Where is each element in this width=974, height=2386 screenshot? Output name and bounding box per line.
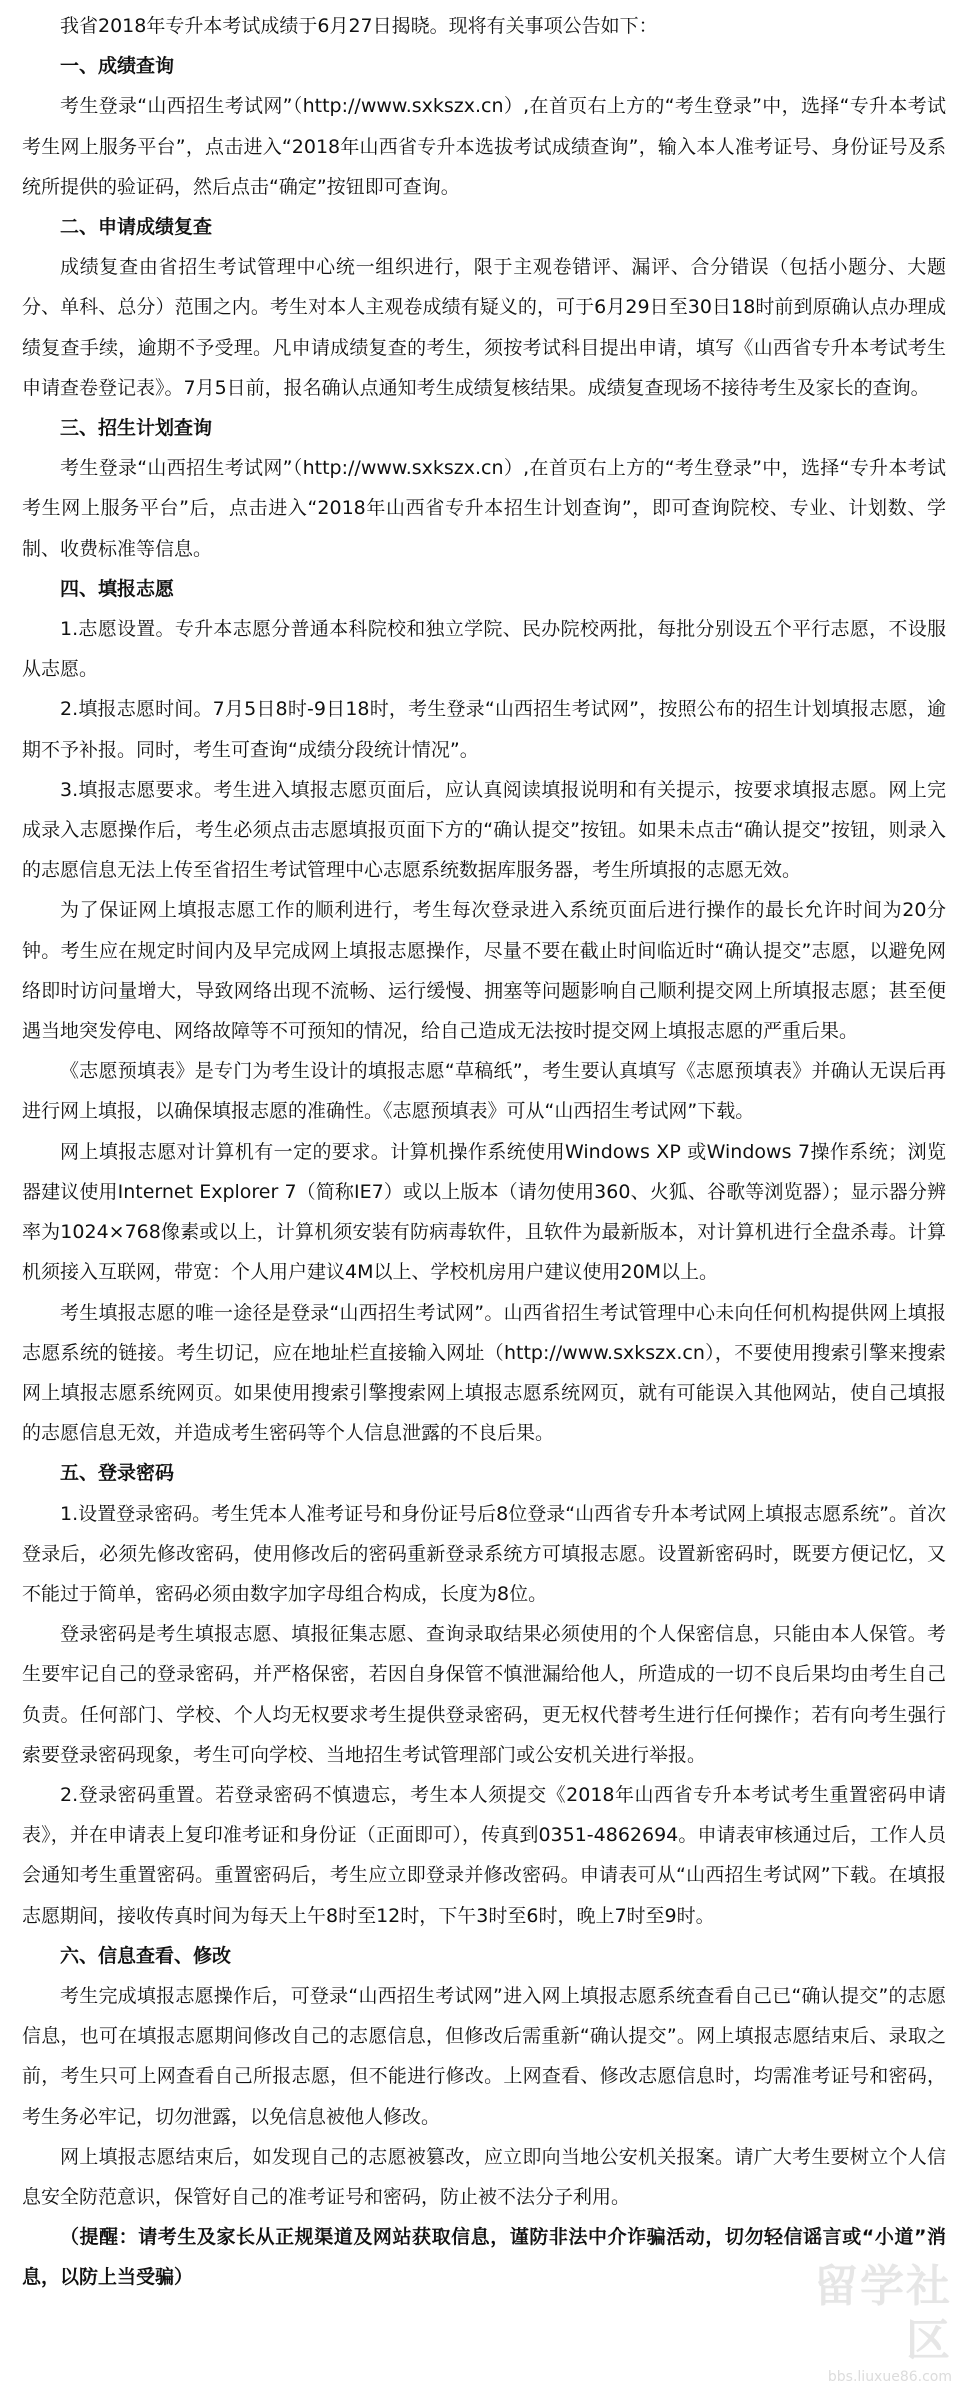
- paragraph: 1.设置登录密码。考生凭本人准考证号和身份证号后8位登录“山西省专升本考试网上填报志愿系统”。首次登录后，必须先修改密码，使用修改后的密码重新登录系统方可填报志愿。设置新密码时，既要方便记忆，又不能过于简单，密码必须由数字加字母组合构成，长度为8位。: [22, 1502, 946, 1605]
- site-watermark: [782, 2260, 952, 2385]
- paragraph: 考生登录“山西招生考试网”（http://www.sxkszx.cn）,在首页右上方的“考生登录”中，选择“专升本考试考生网上服务平台”，点击进入“2018年山西省专升本选拔考试成绩查询”，输入本人准考证号、身份证号及系统所提供的验证码，然后点击“确定”按钮即可查询。: [22, 95, 946, 198]
- paragraph: 为了保证网上填报志愿工作的顺利进行，考生每次登录进入系统页面后进行操作的最长允许时间为20分钟。考生应在规定时间内及早完成网上填报志愿操作，尽量不要在截止时间临近时“确认提交”志愿，以避免网络即时访问量增大，导致网络出现不流畅、运行缓慢、拥塞等问题影响自己顺利提交网上所填报志愿；甚至便遇当地突发停电、网络故障等不可预知的情况，给自己造成无法按时提交网上填报志愿的严重后果。: [22, 899, 946, 1043]
- section-heading-info-edit: 六、信息查看、修改: [60, 1944, 232, 1967]
- watermark-logo: 留学社区: [814, 2261, 952, 2366]
- paragraph: 3.填报志愿要求。考生进入填报志愿页面后，应认真阅读填报说明和有关提示，按要求填报志愿。网上完成录入志愿操作后，考生必须点击志愿填报页面下方的“确认提交”按钮。如果未点击“确认提交”按钮，则录入的志愿信息无法上传至省招生考试管理中心志愿系统数据库服务器，考生所填报的志愿无效。: [22, 778, 946, 882]
- paragraph: 考生填报志愿的唯一途径是登录“山西招生考试网”。山西省招生考试管理中心未向任何机构提供网上填报志愿系统的链接。考生切记，应在地址栏直接输入网址（http://www.sxkszx.cn），不要使用搜索引擎来搜索网上填报志愿系统网页。如果使用搜索引擎搜索网上填报志愿系统网页，就有可能误入其他网站，使自己填报的志愿信息无效，并造成考生密码等个人信息泄露的不良后果。: [22, 1301, 946, 1445]
- reminder-notice: （提醒：请考生及家长从正规渠道及网站获取信息，谨防非法中介诈骗活动，切勿轻信谣言或“小道”消息，以防上当受骗）: [22, 2226, 946, 2289]
- section-heading-password: 五、登录密码: [60, 1462, 175, 1485]
- watermark-url: bbs.liuxue86.com: [827, 2369, 952, 2385]
- paragraph: 网上填报志愿结束后，如发现自己的志愿被篡改，应立即向当地公安机关报案。请广大考生要树立个人信息安全防范意识，保管好自己的准考证号和密码，防止被不法分子利用。: [22, 2145, 946, 2208]
- paragraph: 登录密码是考生填报志愿、填报征集志愿、查询录取结果必须使用的个人保密信息，只能由本人保管。考生要牢记自己的登录密码，并严格保密，若因自身保管不慎泄漏给他人，所造成的一切不良后果均由考生自己负责。任何部门、学校、个人均无权要求考生提供登录密码，更无权代替考生进行任何操作；若有向考生强行索要登录密码现象，考生可向学校、当地招生考试管理部门或公安机关进行举报。: [22, 1623, 946, 1766]
- paragraph: 2.登录密码重置。若登录密码不慎遗忘，考生本人须提交《2018年山西省专升本考试考生重置密码申请表》，并在申请表上复印准考证和身份证（正面即可），传真到0351-4862694。申请表审核通过后，工作人员会通知考生重置密码。重置密码后，考生应立即登录并修改密码。申请表可从“山西招生考试网”下载。在填报志愿期间，接收传真时间为每天上午8时至12时，下午3时至6时，晚上7时至9时。: [22, 1783, 946, 1927]
- section-heading-application: 四、填报志愿: [60, 577, 175, 600]
- paragraph: 考生登录“山西招生考试网”（http://www.sxkszx.cn）,在首页右上方的“考生登录”中，选择“专升本考试考生网上服务平台”后，点击进入“2018年山西省专升本招生计划查询”，即可查询院校、专业、计划数、学制、收费标准等信息。: [22, 457, 946, 560]
- section-heading-plan-query: 三、招生计划查询: [60, 417, 213, 440]
- section-heading-score-query: 一、成绩查询: [60, 55, 175, 78]
- paragraph: 考生完成填报志愿操作后，可登录“山西招生考试网”进入网上填报志愿系统查看自己已“确认提交”的志愿信息，也可在填报志愿期间修改自己的志愿信息，但修改后需重新“确认提交”。网上填报志愿结束后、录取之前，考生只可上网查看自己所报志愿，但不能进行修改。上网查看、修改志愿信息时，均需准考证号和密码，考生务必牢记，切勿泄露，以免信息被他人修改。: [22, 1984, 946, 2128]
- paragraph: 1.志愿设置。专升本志愿分普通本科院校和独立学院、民办院校两批，每批分别设五个平行志愿，不设服从志愿。: [22, 618, 946, 681]
- intro-paragraph: 我省2018年专升本考试成绩于6月27日揭晓。现将有关事项公告如下：: [60, 15, 658, 37]
- paragraph: 网上填报志愿对计算机有一定的要求。计算机操作系统使用Windows XP 或Windows 7操作系统；浏览器建议使用Internet Explorer 7（简称IE7）或以上版本（请勿使用360、火狐、谷歌等浏览器）；显示器分辨率为1024×768像素或以上，计算机须安装有防病毒软件，且软件为最新版本，对计算机进行全盘杀毒。计算机须接入互联网，带宽：个人用户建议4M以上、学校机房用户建议使用20M以上。: [22, 1140, 946, 1284]
- paragraph: 2.填报志愿时间。7月5日8时-9日18时，考生登录“山西招生考试网”，按照公布的招生计划填报志愿，逾期不予补报。同时，考生可查询“成绩分段统计情况”。: [22, 698, 946, 761]
- paragraph: 成绩复查由省招生考试管理中心统一组织进行，限于主观卷错评、漏评、合分错误（包括小题分、大题分、单科、总分）范围之内。考生对本人主观卷成绩有疑义的，可于6月29日至30日18时前到原确认点办理成绩复查手续，逾期不予受理。凡申请成绩复查的考生，须按考试科目提出申请，填写《山西省专升本考试考生申请查卷登记表》。7月5日前，报名确认点通知考生成绩复核结果。成绩复查现场不接待考生及家长的查询。: [22, 256, 946, 399]
- section-heading-score-review: 二、申请成绩复查: [60, 216, 213, 239]
- paragraph: 《志愿预填表》是专门为考生设计的填报志愿“草稿纸”，考生要认真填写《志愿预填表》并确认无误后再进行网上填报，以确保填报志愿的准确性。《志愿预填表》可从“山西招生考试网”下载。: [22, 1060, 946, 1123]
